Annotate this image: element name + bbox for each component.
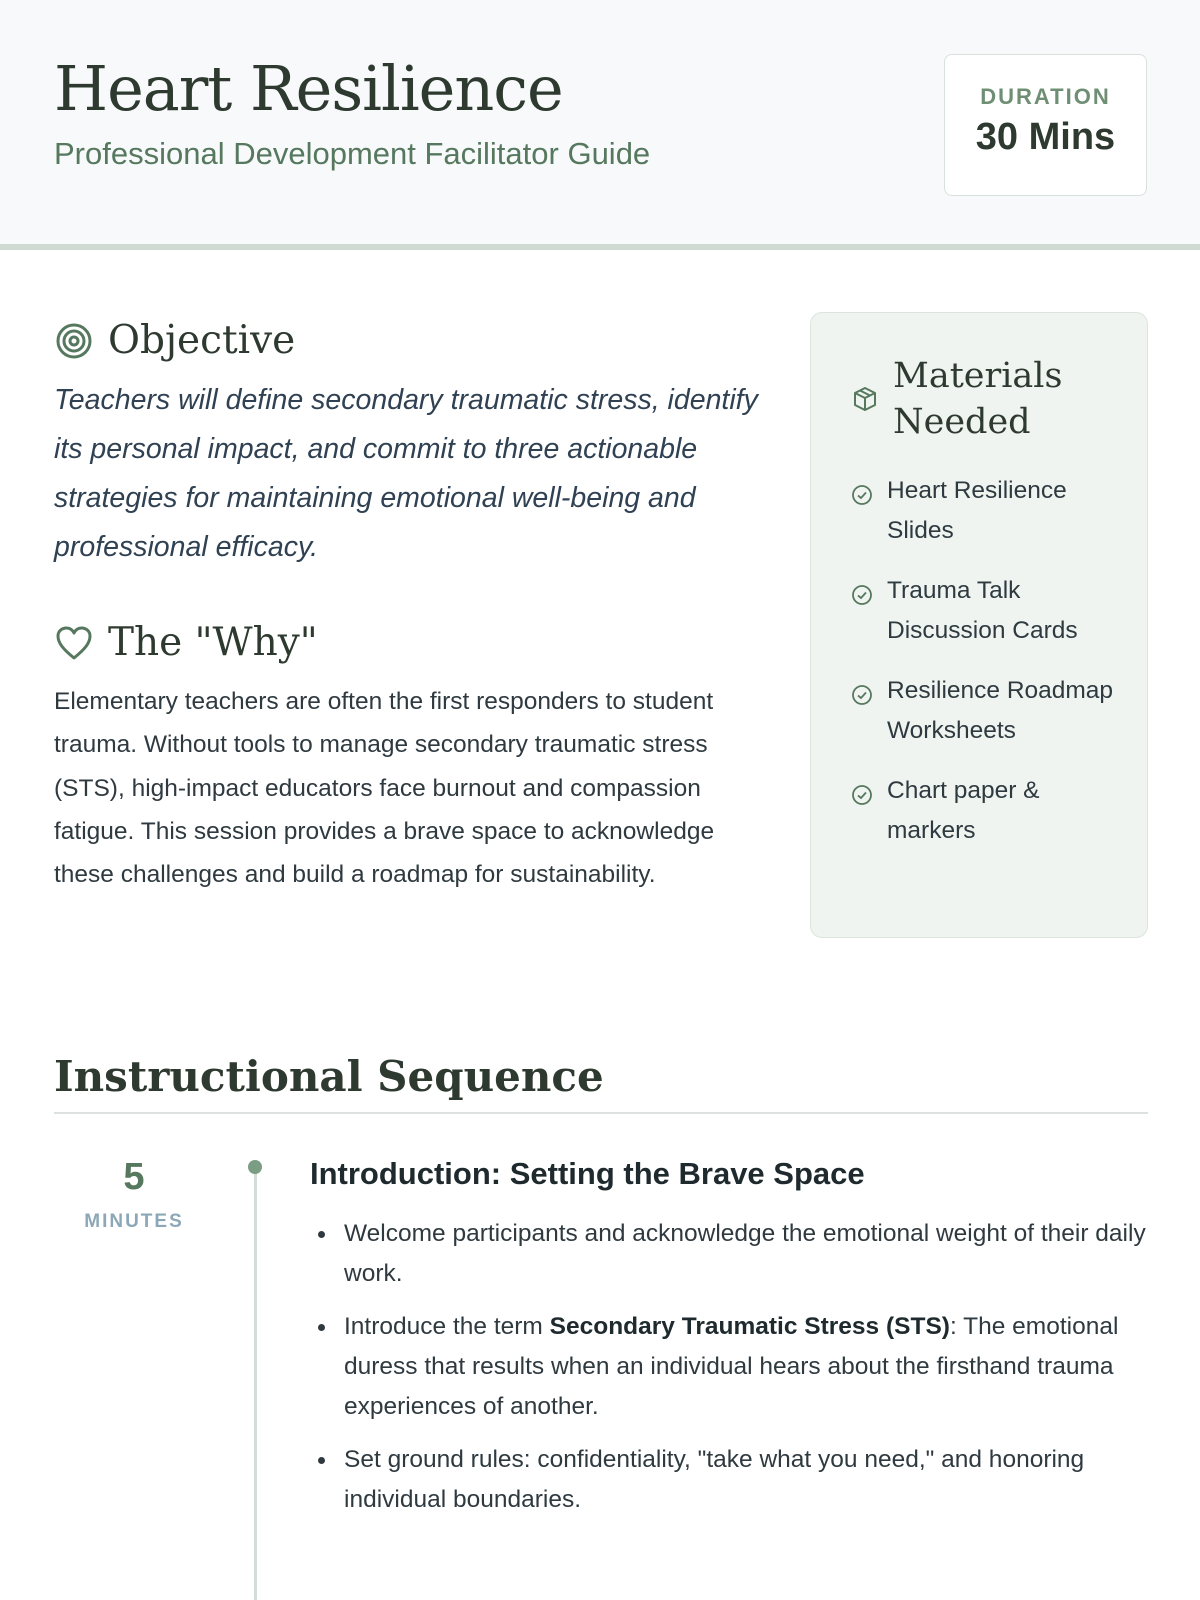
divider xyxy=(54,1112,1148,1114)
list-item xyxy=(851,571,1121,651)
material-label: Trauma Talk Discussion Cards xyxy=(887,577,1078,644)
bullet-term: Secondary Traumatic Stress (STS) xyxy=(549,1313,950,1340)
page-title: Heart Resilience xyxy=(54,52,563,125)
check-circle-icon xyxy=(851,479,875,519)
list-item: Set ground rules: confidentiality, "take what you need," and honoring individual boundaries. xyxy=(310,1440,1150,1520)
bullet-text: Introduce the term xyxy=(344,1313,550,1340)
objective-title: Objective xyxy=(108,318,296,363)
materials-heading xyxy=(851,353,1083,445)
list-item xyxy=(310,1307,1150,1427)
target-icon xyxy=(54,321,94,361)
check-circle-icon xyxy=(851,679,875,719)
why-text: Elementary teachers are often the first responders to student trauma. Without tools to manage secondary traumatic stress (STS), high-impact educators face burnout and compassion fatigue. This session provides a brave space to acknowledge these challenges and build a roadmap for sustainability. xyxy=(54,688,715,889)
list-item xyxy=(851,471,1121,551)
timeline-line xyxy=(254,1170,257,1600)
page-subtitle: Professional Development Facilitator Guide xyxy=(54,136,651,171)
objective-text: Teachers will define secondary traumatic stress, identify its personal impact, and commit to three actionable strategies for maintaining emotional well-being and professional efficacy. xyxy=(54,384,758,563)
why-title: The "Why" xyxy=(108,620,318,665)
list-item: Welcome participants and acknowledge the emotional weight of their daily work. xyxy=(310,1214,1150,1294)
step-minutes: 5 xyxy=(123,1156,145,1198)
list-item xyxy=(851,671,1121,751)
step-duration xyxy=(54,1156,214,1233)
step-content xyxy=(310,1156,1150,1533)
sequence-heading: Instructional Sequence xyxy=(54,1052,604,1101)
step-bullets xyxy=(310,1214,1150,1520)
materials-title: Materials Needed xyxy=(893,356,1063,442)
step-minutes-unit: MINUTES xyxy=(84,1211,184,1232)
heart-icon xyxy=(54,623,94,663)
materials-list xyxy=(851,471,1121,871)
materials-panel xyxy=(810,312,1148,938)
timeline-dot xyxy=(248,1160,262,1174)
step-title: Introduction: Setting the Brave Space xyxy=(310,1156,865,1191)
duration-value: 30 Mins xyxy=(975,116,1116,158)
page-header xyxy=(0,0,1200,250)
duration-label: DURATION xyxy=(980,84,1111,109)
material-label: Resilience Roadmap Worksheets xyxy=(887,677,1114,744)
duration-card xyxy=(944,54,1147,196)
objective-heading xyxy=(54,318,295,363)
list-item xyxy=(851,771,1121,851)
material-label: Heart Resilience Slides xyxy=(887,477,1067,544)
check-circle-icon xyxy=(851,579,875,619)
why-heading xyxy=(54,620,318,665)
check-circle-icon xyxy=(851,779,875,819)
material-label: Chart paper & markers xyxy=(887,777,1040,844)
package-icon xyxy=(851,385,879,413)
bullet-text: : The emotional duress that results when an individual hears about the firsthand trauma experiences of another. xyxy=(344,1313,1119,1420)
